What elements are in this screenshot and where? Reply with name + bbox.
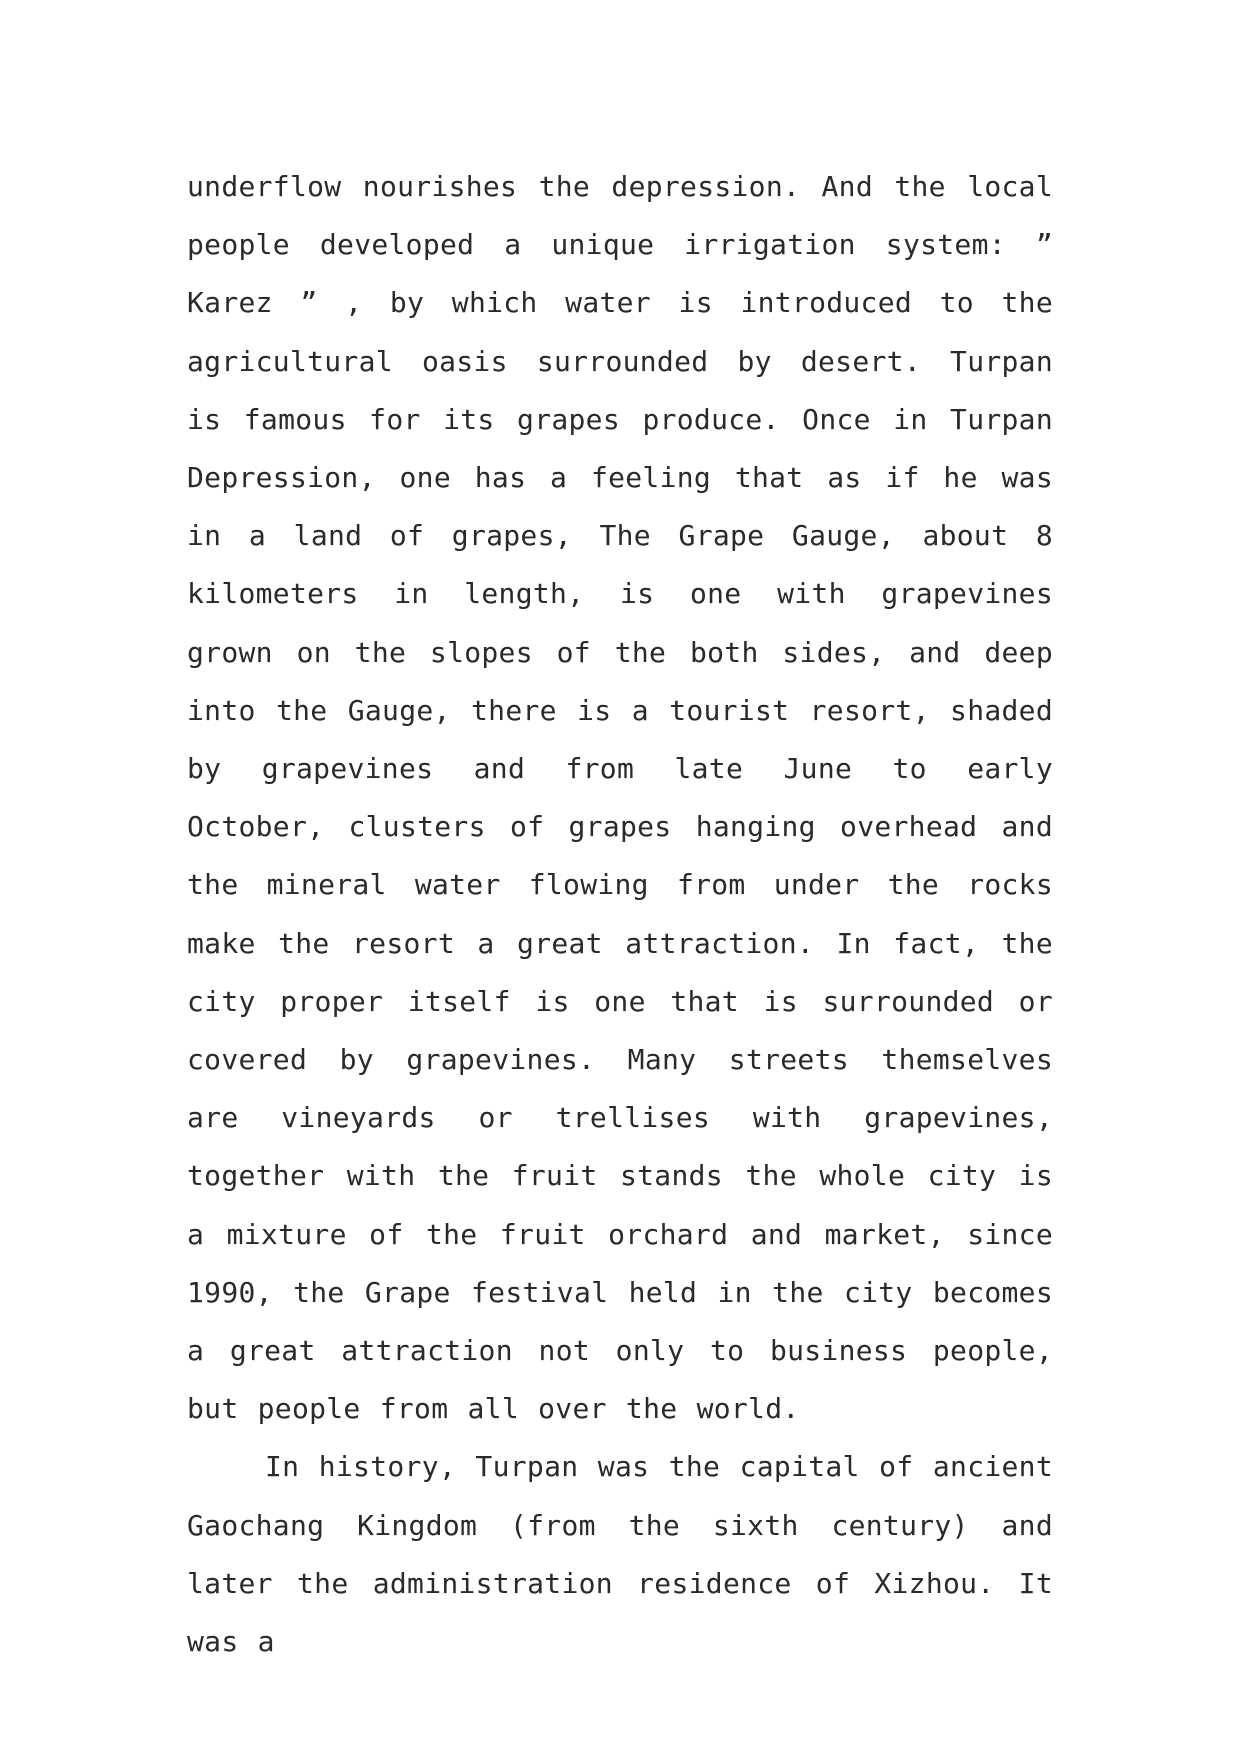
document-body bbox=[187, 158, 1053, 1671]
paragraph-1: underflow nourishes the depression. And the local people developed a unique irrigation system: ” Karez ” , by which water is introduced to the agricultural oasis surrounded by desert. Turpan is famous for its grapes produce. Once in Turpan Depression, one has a feeling that as if he was in a land of grapes, The Grape Gauge, about 8 kilometers in length, is one with grapevines grown on the slopes of the both sides, and deep into the Gauge, there is a tourist resort, shaded by grapevines and from late June to early October, clusters of grapes hanging overhead and the mineral water flowing from under the rocks make the resort a great attraction. In fact, the city proper itself is one that is surrounded or covered by grapevines. Many streets themselves are vineyards or trellises with grapevines, together with the fruit stands the whole city is a mixture of the fruit orchard and market, since 1990, the Grape festival held in the city becomes a great attraction not only to business people, but people from all over the world. bbox=[187, 170, 1053, 1426]
paragraph-2: In history, Turpan was the capital of ancient Gaochang Kingdom (from the sixth century) and later the administration residence of Xizhou. It was a bbox=[187, 1450, 1053, 1659]
